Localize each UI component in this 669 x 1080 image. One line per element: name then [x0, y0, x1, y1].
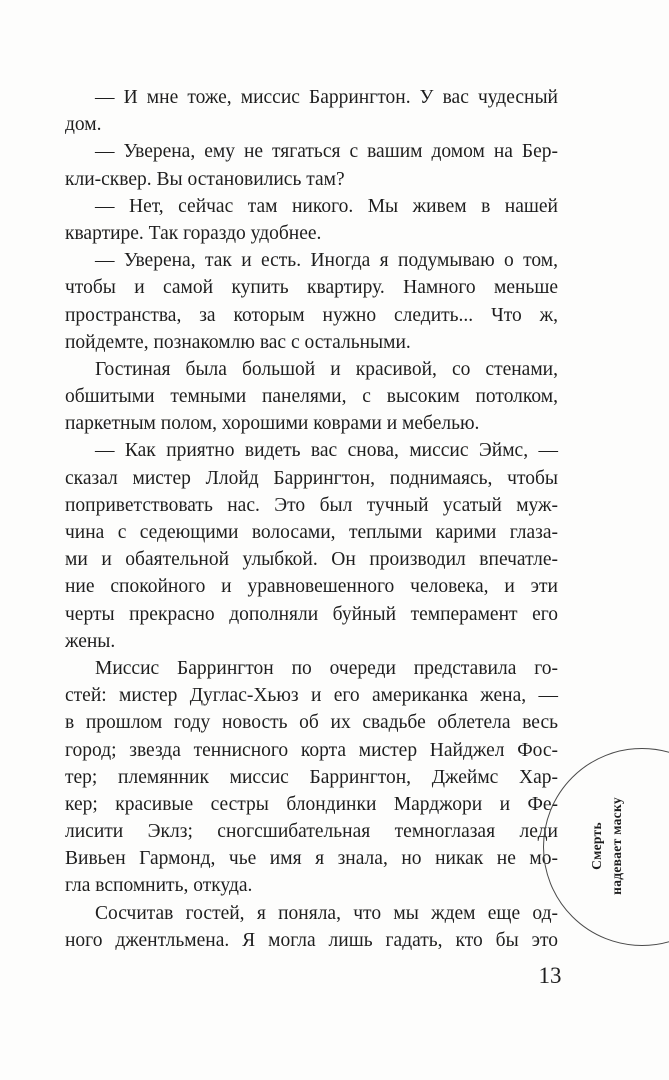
book-title-stamp-text [587, 781, 626, 911]
text-line: Миссис Баррингтон по очереди представила го- [95, 657, 558, 679]
text-line: — Как приятно видеть вас снова, миссис Эймс, — [95, 440, 558, 462]
paragraph [65, 437, 558, 655]
text-line: — Уверена, ему не тягаться с вашим домом на Бер- [95, 141, 558, 163]
text-line: пойдемте, познакомлю вас с остальными. [65, 331, 411, 353]
text-line: квартире. Так гораздо удобнее. [65, 222, 322, 244]
text-line: ного джентльмена. Я могла лишь гадать, кто бы это [65, 929, 558, 951]
text-line: Сосчитав гостей, я поняла, что мы ждем еще од- [95, 902, 558, 924]
text-line: в прошлом году новость об их свадьбе облетела весь [65, 712, 558, 734]
paragraph [65, 247, 558, 356]
paragraph [65, 655, 558, 900]
text-line: тер; племянник миссис Баррингтон, Джеймс Хар- [65, 766, 558, 788]
text-line: стей: мистер Дуглас-Хьюз и его американка жена, — [65, 685, 558, 707]
text-line: ние спокойного и уравновешенного человека, и эти [65, 576, 558, 598]
text-line: черты прекрасно дополняли буйный темперамент его [65, 603, 558, 625]
text-line: чина с седеющими волосами, теплыми карими глаза- [65, 522, 558, 543]
page-number: 13 [538, 963, 562, 988]
text-column [65, 84, 558, 954]
paragraph [65, 138, 558, 192]
text-line: сказал мистер Ллойд Баррингтон, поднимаясь, чтобы [65, 467, 558, 489]
text-line: жены. [65, 630, 116, 652]
text-line: чтобы и самой купить квартиру. Намного меньше [65, 277, 558, 299]
book-title-line1: Смерть [589, 822, 604, 870]
text-line: гла вспомнить, откуда. [65, 875, 253, 897]
text-line: обшитыми темными панелями, с высоким потолком, [65, 386, 558, 408]
text-line: — Нет, сейчас там никого. Мы живем в нашей [95, 195, 558, 217]
text-line: кер; красивые сестры блондинки Марджори и Фе- [65, 793, 558, 815]
text-line: Гостиная была большой и красивой, со стенами, [95, 358, 558, 380]
text-line: — Уверена, так и есть. Иногда я подумываю о том, [95, 250, 558, 272]
text-line: ми и обаятельной улыбкой. Он производил впечатле- [65, 549, 558, 571]
text-line: пространства, за которым нужно следить... Что ж, [65, 304, 558, 326]
text-line: паркетным полом, хорошими коврами и мебелью. [65, 413, 480, 435]
text-line: дом. [65, 114, 102, 136]
book-title-line2: надевает маску [608, 797, 624, 895]
text-line: поприветствовать нас. Это был тучный усатый муж- [65, 494, 558, 516]
text-line: лисити Эклз; сногсшибательная темноглазая леди [65, 821, 558, 843]
text-line: кли-сквер. Вы остановились там? [65, 168, 345, 190]
text-line: Вивьен Гармонд, чье имя я знала, но никак не мо- [65, 848, 558, 870]
paragraph [65, 356, 558, 438]
text-line: — И мне тоже, миссис Баррингтон. У вас чудесный [95, 87, 558, 108]
text-line: город; звезда теннисного корта мистер Найджел Фос- [65, 739, 558, 761]
paragraph [65, 84, 558, 138]
paragraph [65, 900, 558, 954]
paragraph [65, 193, 558, 247]
